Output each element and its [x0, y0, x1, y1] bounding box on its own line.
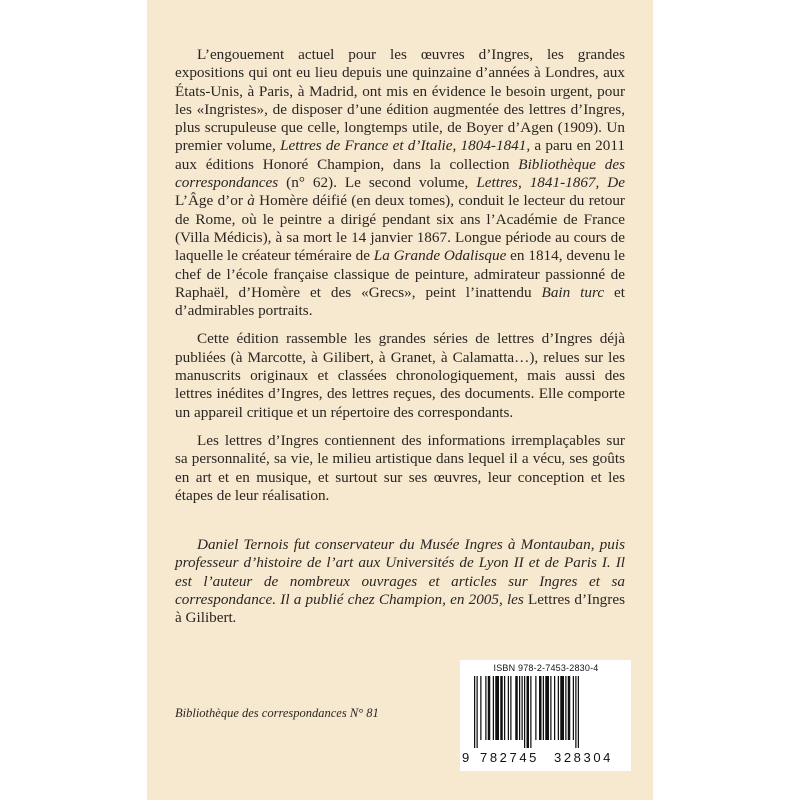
italic-text: Bibliothèque des correspondances	[175, 155, 625, 192]
text-run: L’engouement actuel pour les œuvres d’Ingres, les grandes expositions qui ont eu lieu depuis une quinzaine d’années à Londres, aux États-Unis, à Paris, à Madrid, ont mis en évidence le besoin urgent, pour les «Ingristes», de disposer d’une édition augmentée des lettres d’Ingres, plus scrupuleuse que celle, longtemps utile, de Boyer d’Agen (1909). Un premier volume,	[175, 46, 625, 155]
barcode-bar	[495, 676, 499, 740]
barcode-bar	[568, 676, 571, 740]
barcode-bar	[578, 676, 579, 748]
barcode-bar	[477, 676, 478, 748]
paragraph	[175, 330, 625, 421]
text-run: (n° 62). Le second volume,	[278, 174, 477, 192]
barcode-bar	[522, 676, 523, 740]
barcode-bar	[565, 676, 566, 740]
italic-text: à	[247, 192, 255, 210]
barcode-bar	[530, 676, 531, 748]
barcode-bar	[515, 676, 518, 740]
italic-text: Lettres, 1841-1867, De	[476, 174, 625, 192]
text-run: Cette édition rassemble les grandes séries de lettres d’Ingres déjà publiées (à Marcotte, à Gilibert, à Granet, à Calamatta…), relues sur les manuscrits originaux et classées chronologiquement, mais aussi des lettres inédites d’Ingres, des lettres reçues, des documents. Elle comporte un appareil critique et un répertoire des correspondants.	[175, 330, 625, 421]
text-run: en 1814, devenu le chef de l’école française classique de peinture, admirateur passionné de Raphaël, d’Homère et des «Grecs», peint l’inattendu	[175, 247, 626, 301]
barcode-bar	[493, 676, 494, 740]
barcode-bar	[545, 676, 549, 740]
summary-text	[175, 46, 625, 515]
barcode-bar	[474, 676, 475, 748]
barcode-bar	[539, 676, 542, 740]
barcode-icon	[472, 676, 622, 748]
text-run: , a paru en 2011 aux éditions Honoré Champion, dans la collection	[175, 137, 625, 173]
barcode-label	[460, 660, 631, 771]
barcode-left-group: 782745	[480, 750, 539, 765]
barcode-bar	[543, 676, 544, 740]
text-run: Daniel Ternois fut conservateur du Musée Ingres à Montauban, puis professeur d’histoire de l’art aux Universités de Lyon II et de Paris I. Il est l’auteur de nombreux ouvrages et articles sur Ingres et sa correspondance. Il a publié chez Champion, en 2005, les	[175, 536, 625, 608]
barcode-bar	[488, 676, 491, 740]
upright-text: Lettres d’Ingres à Gilibert	[175, 590, 625, 627]
isbn-number: ISBN 978-2-7453-2830-4	[493, 663, 599, 673]
barcode-bar	[480, 676, 481, 740]
text-run: et d’admirables portraits.	[175, 283, 626, 320]
barcode-bar	[575, 676, 576, 748]
italic-text: La Grande Odalisque	[373, 247, 507, 265]
barcode-bar	[500, 676, 503, 740]
barcode-bar	[504, 676, 505, 740]
barcode-bar	[485, 676, 486, 740]
barcode-bar	[519, 676, 520, 740]
barcode-bar	[524, 676, 525, 748]
barcode-bar	[560, 676, 564, 740]
barcode-bar	[554, 676, 555, 740]
text-run: .	[232, 609, 237, 627]
italic-text: Lettres de France et d’Italie, 1804-1841	[280, 137, 527, 155]
barcode-bar	[573, 676, 574, 740]
barcode-bar	[508, 676, 509, 740]
barcode-bar	[535, 676, 536, 740]
barcode-right-group: 328304	[554, 750, 613, 765]
text-run: Homère déifié (en deux tomes), conduit le lecteur du retour de Rome, où le peintre a dirigé pendant six ans l’Académie de France (Villa Médicis), à sa mort le 14 janvier 1867. Longue période au cours de laquelle le créateur téméraire de	[175, 192, 625, 265]
series-label: Bibliothèque des correspondances N° 81	[175, 706, 379, 720]
barcode-bar	[510, 676, 511, 740]
barcode-bar	[550, 676, 551, 740]
barcode-bar	[527, 676, 530, 748]
barcode-bar	[558, 676, 559, 740]
italic-text: Bain turc	[541, 283, 605, 301]
barcode-first-digit: 9	[462, 750, 470, 765]
paragraph	[175, 432, 625, 505]
text-run: L’Âge d’or	[175, 192, 248, 210]
author-bio	[175, 536, 625, 627]
paragraph	[175, 46, 625, 320]
text-run: Les lettres d’Ingres contiennent des informations irremplaçables sur sa personnalité, sa vie, le milieu artistique dans lequel il a vécu, ses goûts en art et en musique, et surtout sur ses œuvres, leur conception et les étapes de leur réalisation.	[175, 431, 625, 504]
